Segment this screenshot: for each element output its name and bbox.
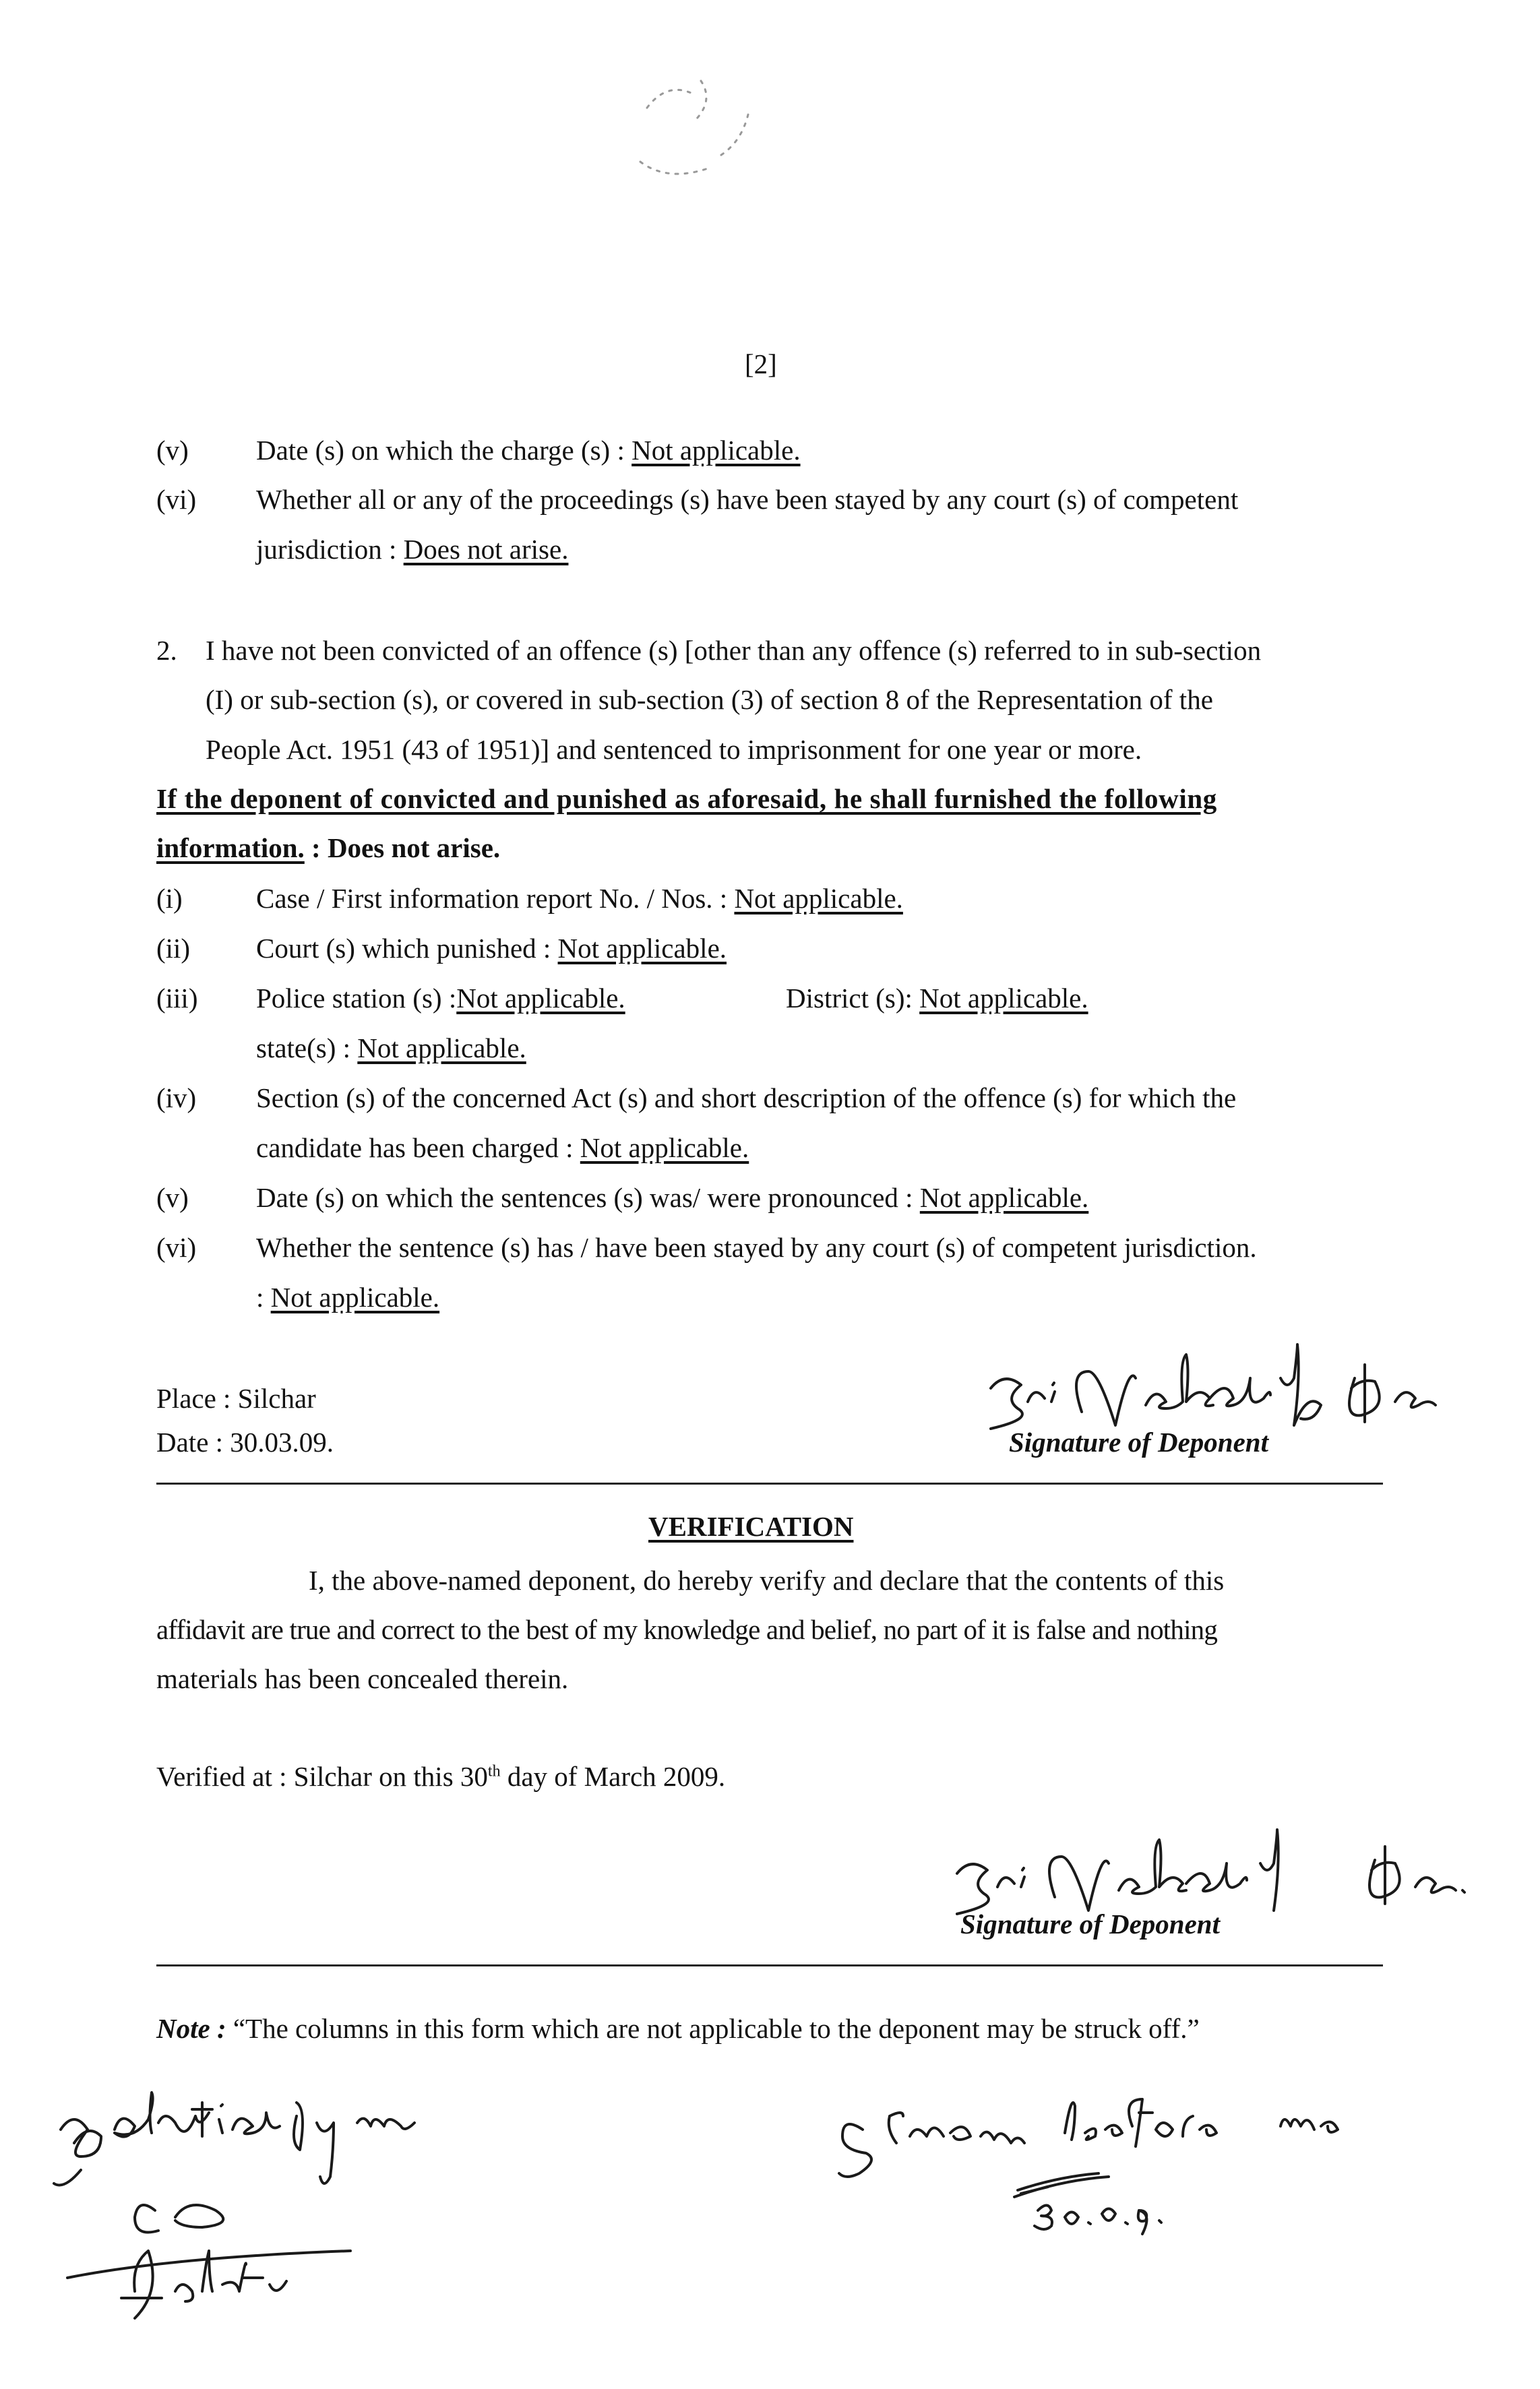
- divider: [156, 1964, 1383, 1966]
- state-label: state(s) :: [256, 1032, 358, 1063]
- bold-heading-part: information.: [156, 832, 305, 863]
- identified-by-me-handwriting: [40, 2089, 553, 2372]
- stamp-impression: [607, 54, 822, 229]
- page-number: [2]: [745, 348, 777, 379]
- item-label: Date (s) on which the sentences (s) was/ were pronounced :: [256, 1182, 920, 1213]
- verified-sup: th: [487, 1762, 501, 1780]
- verification-line: I, the above-named deponent, do hereby verify and declare that the contents of this: [309, 1565, 1225, 1596]
- item-value: Not applicable.: [557, 933, 727, 964]
- item-text: Section (s) of the concerned Act (s) and short description of the offence (s) for which the: [256, 1082, 1237, 1113]
- item-text: [256, 1280, 439, 1314]
- item-value: Does not arise.: [403, 534, 569, 565]
- note-text: “The columns in this form which are not applicable to the deponent may be struck off.”: [226, 2013, 1200, 2044]
- signature-label-2: Signature of Deponent: [960, 1909, 1220, 1940]
- state-value: Not applicable.: [357, 1032, 526, 1063]
- item-value: Not applicable.: [270, 1282, 440, 1313]
- item-number: (ii): [156, 933, 191, 964]
- item-text: Whether all or any of the proceedings (s) have been stayed by any court (s) of competent: [256, 484, 1239, 515]
- para-line: (I) or sub-section (s), or covered in sub-section (3) of section 8 of the Representation of the: [206, 684, 1213, 715]
- note-label: Note :: [156, 2013, 226, 2044]
- sworn-before-me-handwriting: [836, 2096, 1415, 2285]
- item-text: [256, 532, 568, 566]
- item-text: [256, 433, 801, 467]
- item-number: (iii): [156, 983, 198, 1014]
- verified-at-line: [156, 1760, 725, 1793]
- item-number: (v): [156, 435, 189, 466]
- item-number: (vi): [156, 1232, 197, 1263]
- note-line: [156, 2012, 1200, 2045]
- para-number: 2.: [156, 635, 177, 666]
- item-label: jurisdiction :: [256, 534, 404, 565]
- verification-title: VERIFICATION: [648, 1511, 854, 1542]
- state-field: [256, 1031, 526, 1065]
- item-value: Not applicable.: [632, 435, 801, 466]
- bold-heading: If the deponent of convicted and punished as aforesaid, he shall furnished the following: [156, 783, 1217, 814]
- item-value: Not applicable.: [456, 983, 625, 1014]
- verified-prefix: Verified at : Silchar on this 30: [156, 1761, 488, 1792]
- signature-label: Signature of Deponent: [1009, 1427, 1268, 1458]
- item-label: Court (s) which punished :: [256, 933, 558, 964]
- bold-heading-tail: : Does not arise.: [304, 832, 501, 863]
- item-value: Not applicable.: [580, 1132, 749, 1163]
- item-label: Case / First information report No. / Nos. :: [256, 883, 735, 914]
- district-label: District (s):: [786, 983, 920, 1014]
- item-text: [256, 1181, 1088, 1214]
- item-number: (i): [156, 883, 183, 914]
- date-line: Date : 30.03.09.: [156, 1427, 334, 1458]
- item-text: Whether the sentence (s) has / have been stayed by any court (s) of competent jurisdiction.: [256, 1232, 1257, 1263]
- item-text: [256, 981, 625, 1015]
- item-text: [256, 931, 727, 965]
- deponent-signature: [977, 1338, 1489, 1439]
- item-number: (iv): [156, 1082, 197, 1113]
- item-label: candidate has been charged :: [256, 1132, 580, 1163]
- item-number: (vi): [156, 484, 197, 515]
- divider: [156, 1483, 1383, 1485]
- place-line: Place : Silchar: [156, 1383, 316, 1414]
- verification-line: materials has been concealed therein.: [156, 1663, 569, 1694]
- item-label: Date (s) on which the charge (s) :: [256, 435, 632, 466]
- district-value: Not applicable.: [919, 983, 1088, 1014]
- deponent-signature-2: [944, 1820, 1496, 1921]
- item-value: Not applicable.: [734, 883, 903, 914]
- verified-suffix: day of March 2009.: [500, 1761, 726, 1792]
- bold-heading: [156, 831, 500, 865]
- item-text: [256, 1131, 749, 1165]
- verification-line: affidavit are true and correct to the best of my knowledge and belief, no part of it is false and nothing: [156, 1614, 1218, 1645]
- item-value: Not applicable.: [919, 1182, 1089, 1213]
- item-number: (v): [156, 1182, 189, 1213]
- item-label: Police station (s) :: [256, 983, 457, 1014]
- item-label: :: [256, 1282, 271, 1313]
- district-field: [786, 981, 1088, 1015]
- para-line: People Act. 1951 (43 of 1951)] and sentenced to imprisonment for one year or more.: [206, 734, 1142, 765]
- para-line: I have not been convicted of an offence (s) [other than any offence (s) referred to in sub-section: [206, 635, 1262, 666]
- item-text: [256, 881, 903, 915]
